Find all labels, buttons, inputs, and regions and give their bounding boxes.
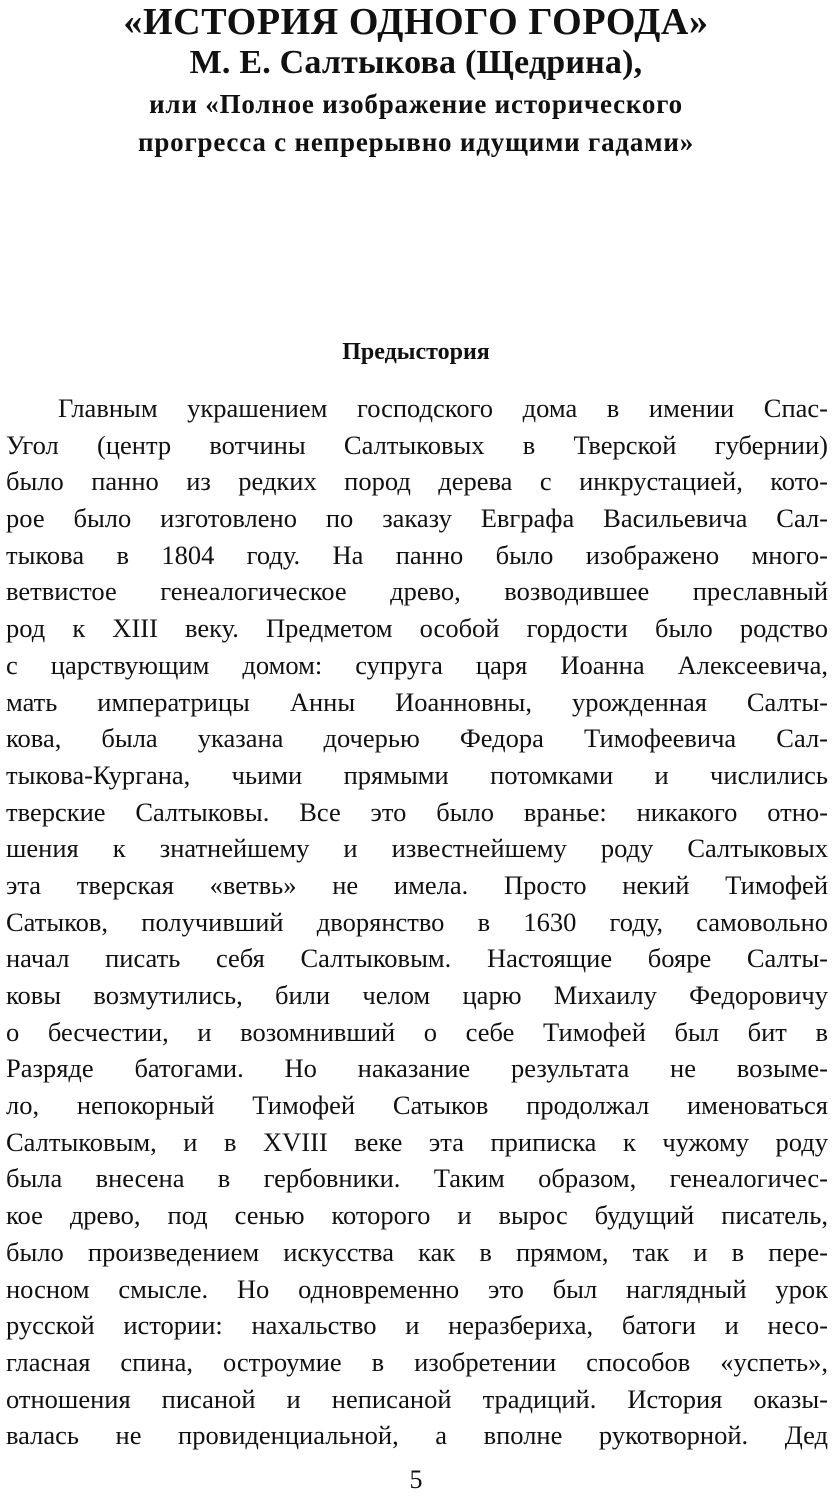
- text-line: тыкова в 1804 году. На панно было изображено много-: [6, 539, 828, 570]
- text-line: валась не провиденциальной, а вполне рукотворной. Дед: [6, 1420, 828, 1451]
- body-paragraph: [6, 390, 828, 1454]
- text-line: Угол (центр вотчины Салтыковых в Тверской губернии): [6, 429, 828, 460]
- text-line: Сатыков, получивший дворянство в 1630 году, самовольно: [6, 906, 828, 937]
- page-number: 5: [409, 1465, 423, 1494]
- text-line: кое древо, под сенью которого и вырос будущий писатель,: [6, 1200, 828, 1231]
- text-line: род к XIII веку. Предметом особой гордости было родство: [6, 613, 828, 644]
- text-line: гласная спина, остроумие в изобретении способов «успеть»,: [6, 1346, 828, 1377]
- text-line: русской истории: нахальство и неразбериха, батоги и несо-: [6, 1310, 828, 1341]
- text-line: тыкова-Кургана, чьими прямыми потомками и числились: [6, 759, 828, 790]
- text-line: было панно из редких пород дерева с инкрустацией, кото-: [6, 466, 828, 497]
- text-line: Главным украшением господского дома в имении Спас-: [58, 393, 828, 423]
- text-line: ветвистое генеалогическое древо, возводившее преславный: [6, 576, 828, 607]
- text-line: отношения писаной и неписаной традиций. История оказы-: [6, 1383, 828, 1414]
- chapter-author: М. Е. Салтыкова (Щедрина),: [189, 44, 643, 81]
- chapter-subtitle-line-2: прогресса с непрерывно идущими гадами»: [137, 127, 695, 157]
- text-line: ковы возмутились, били челом царю Михаилу Федоровичу: [6, 980, 828, 1010]
- text-line: ло, непокорный Тимофей Сатыков продолжал именоваться: [6, 1090, 828, 1121]
- text-line: с царствующим домом: супруга царя Иоанна Алексеевича,: [6, 649, 828, 680]
- text-line: Разряде батогами. Но наказание результата не возыме-: [6, 1053, 828, 1084]
- text-line: была внесена в гербовники. Таким образом, генеалогичес-: [6, 1163, 828, 1194]
- text-line: эта тверская «ветвь» не имела. Просто некий Тимофей: [6, 869, 828, 900]
- text-line: шения к знатнейшему и известнейшему роду Салтыковых: [6, 833, 828, 864]
- text-line: о бесчестии, и возомнивший о себе Тимофей был бит в: [6, 1016, 828, 1047]
- text-line: тверские Салтыковы. Все это было вранье: никакого отно-: [6, 796, 828, 827]
- text-line: начал писать себя Салтыковым. Настоящие бояре Салты-: [6, 943, 828, 974]
- text-line: мать императрицы Анны Иоанновны, урожденная Салты-: [6, 686, 828, 717]
- chapter-subtitle-line-1: или «Полное изображение исторического: [149, 89, 683, 119]
- text-line: рое было изготовлено по заказу Евграфа Васильевича Сал-: [6, 503, 828, 534]
- text-line: носном смысле. Но одновременно это был наглядный урок: [6, 1273, 828, 1304]
- text-line: кова, была указана дочерью Федора Тимофеевича Сал-: [6, 723, 828, 754]
- section-title: Предыстория: [342, 339, 490, 365]
- chapter-title: «ИСТОРИЯ ОДНОГО ГОРОДА»: [123, 1, 709, 43]
- text-line: Салтыковым, и в XVIII веке эта приписка к чужому роду: [6, 1126, 828, 1157]
- text-line: было произведением искусства как в прямом, так и в пере-: [6, 1236, 828, 1267]
